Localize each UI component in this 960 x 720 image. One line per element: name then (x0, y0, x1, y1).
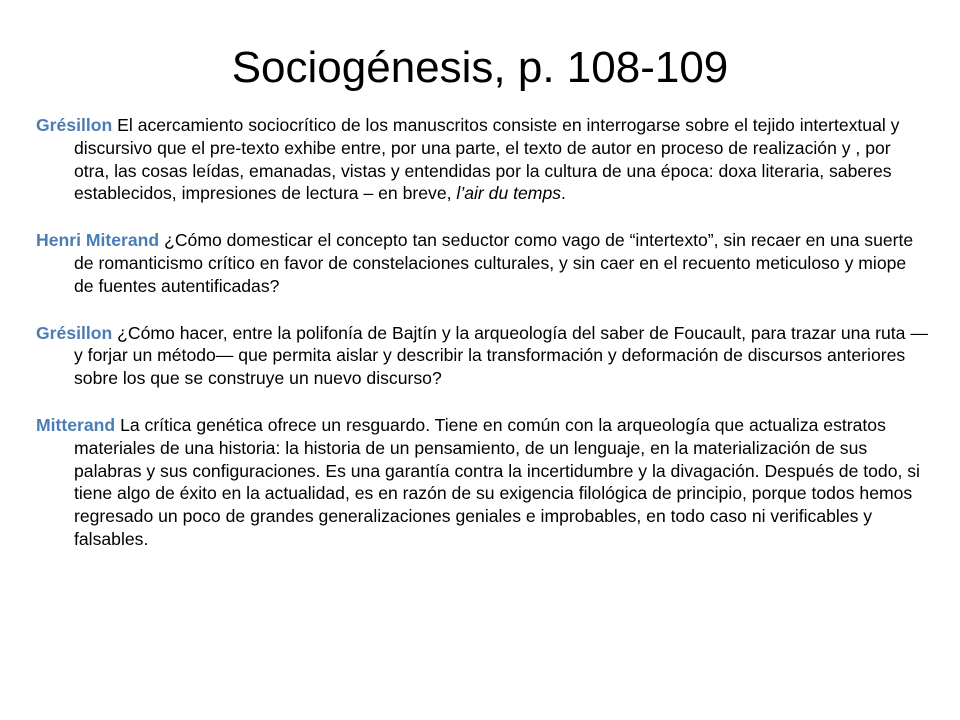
speaker-name: Mitterand (36, 414, 116, 435)
quote-paragraph-2 (36, 229, 928, 297)
quote-paragraph-3 (36, 322, 928, 390)
quote-text: El acercamiento sociocrítico de los manuscritos consiste en interrogarse sobre el tejido intertextual y discursivo que el pre-texto exhibe entre, por una parte, el texto de autor en proceso de realización y , por otra, las cosas leídas, emanadas, vistas y entendidas por la cultura de una época: doxa literaria, saberes establecidos, impresiones de lectura – en breve, (74, 115, 900, 204)
speaker-name: Henri Miterand (36, 230, 160, 251)
quote-paragraph-4 (36, 414, 928, 551)
quote-paragraph-1 (36, 114, 928, 205)
quote-tail: . (561, 183, 566, 204)
speaker-name: Grésillon (36, 322, 113, 343)
speaker-name: Grésillon (36, 115, 113, 135)
quote-text: ¿Cómo domesticar el concepto tan seductor como vago de “intertexto”, sin recaer en una suerte de romanticismo crítico en favor de constelaciones culturales, y sin caer en el recuento meticuloso y miope de fuentes autentificadas? (74, 230, 914, 296)
slide-title: Sociogénesis, p. 108-109 (231, 43, 729, 92)
quote-text: La crítica genética ofrece un resguardo. Tiene en común con la arqueología que actualiza estratos materiales de una historia: la historia de un pensamiento, de un lenguaje, en la materialización de sus palabras y sus configuraciones. Es una garantía contra la incertidumbre y la divagación. Después de todo, si tiene algo de éxito en la actualidad, es en razón de su exigencia filológica de principio, porque todos hemos regresado un poco de grandes generalizaciones geniales e improbables, en todo caso ni verificables y falsables. (74, 414, 920, 549)
quote-text: ¿Cómo hacer, entre la polifonía de Bajtín y la arqueología del saber de Foucault, para trazar una ruta —y forjar un método— que permita aislar y describir la transformación y deformación de discursos anteriores sobre los que se construye un nuevo discurso? (74, 322, 928, 389)
slide-body (36, 114, 928, 551)
quote-italic-text: l’air du temps (456, 183, 562, 204)
